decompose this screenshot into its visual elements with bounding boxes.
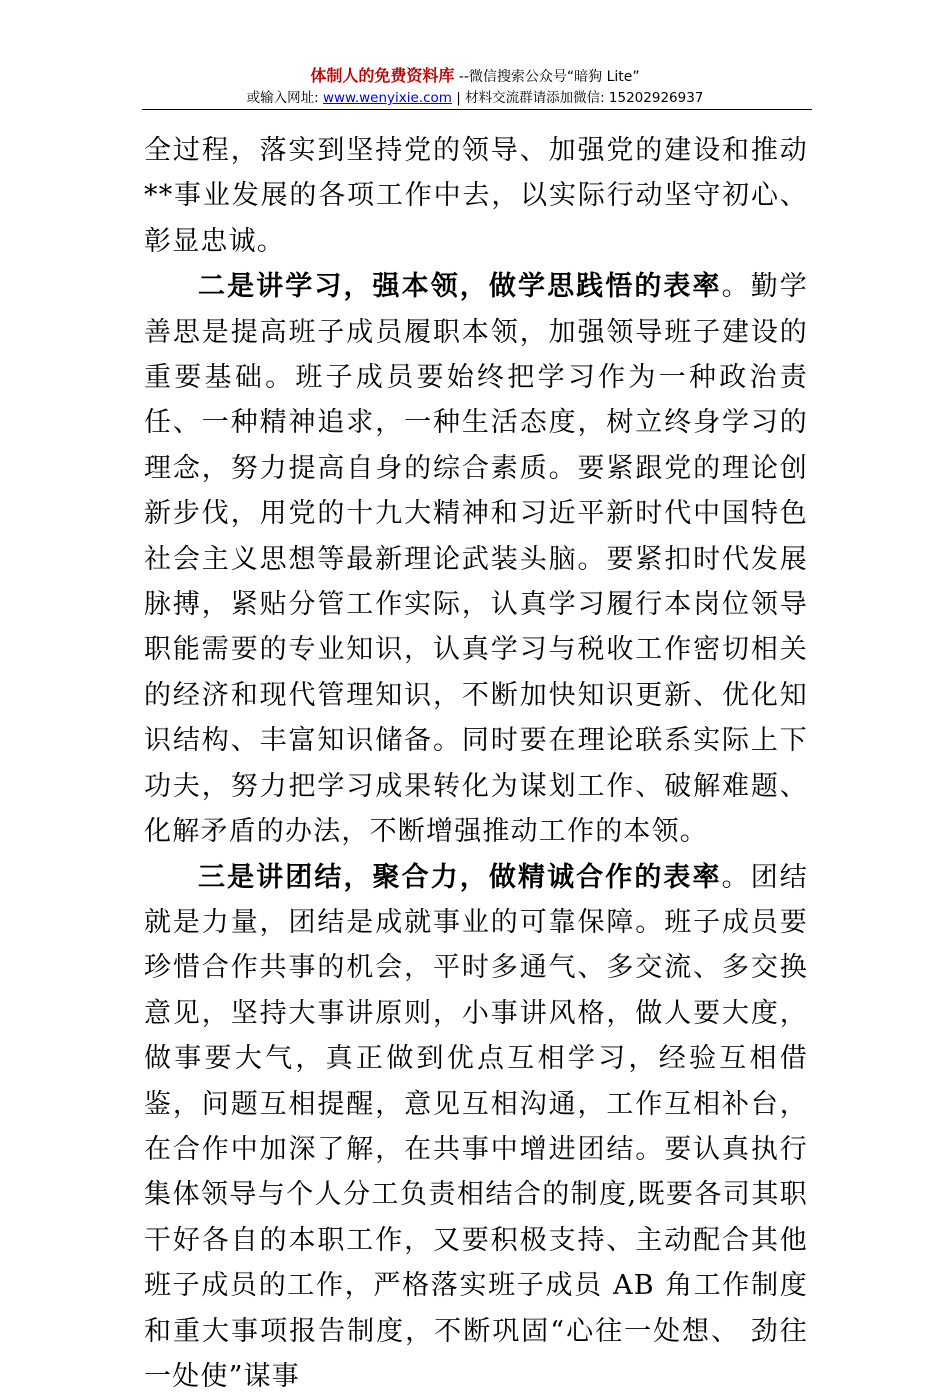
paragraph-3-body: 。团结就是力量，团结是成就事业的可靠保障。班子成员要珍惜合作共事的机会，平时多通气、多交流、多交换意见，坚持大事讲原则，小事讲风格，做人要大度，做事要大气，真正做到优点互相学习，经验互相借鉴，问题互相提醒，意见互相沟通，工作互相补台，在合作中加深了解，在共事中增进团结。要认真执行集体领导与个人分工负责相结合的制度,既要各司其职干好各自的本职工作，又要积极支持、主动配合其他班子成员的工作，严格落实班子成员 AB 角工作制度和重大事项报告制度，不断巩固“心往一处想、 劲往一处使”谋事 [144, 862, 808, 1392]
header-contact-line [0, 89, 950, 107]
header-url-prefix: 或输入网址: [247, 90, 323, 106]
document-body [144, 128, 808, 1399]
paragraph-2 [144, 264, 808, 854]
header-url-link[interactable]: www.wenyixie.com [323, 90, 452, 106]
header-brand: 体制人的免费资料库 [310, 66, 454, 85]
paragraph-3 [144, 855, 808, 1399]
header-contact: | 材料交流群请添加微信: 15202926937 [452, 90, 703, 106]
paragraph-1: 全过程，落实到坚持党的领导、加强党的建设和推动**事业发展的各项工作中去，以实际行动坚守初心、彰显忠诚。 [144, 128, 808, 264]
paragraph-2-heading: 二是讲学习，强本领，做学思践悟的表率 [198, 271, 722, 302]
paragraph-3-heading: 三是讲团结，聚合力，做精诚合作的表率 [198, 862, 722, 893]
page-header [0, 66, 950, 107]
header-title-line [0, 66, 950, 87]
paragraph-2-body: 。勤学善思是提高班子成员履职本领，加强领导班子建设的重要基础。班子成员要始终把学习作为一种政治责任、一种精神追求，一种生活态度，树立终身学习的理念，努力提高自身的综合素质。要紧跟党的理论创新步伐，用党的十九大精神和习近平新时代中国特色社会主义思想等最新理论武装头脑。要紧扣时代发展脉搏，紧贴分管工作实际，认真学习履行本岗位领导职能需要的专业知识，认真学习与税收工作密切相关的经济和现代管理知识，不断加快知识更新、优化知识结构、丰富知识储备。同时要在理论联系实际上下功夫，努力把学习成果转化为谋划工作、破解难题、化解矛盾的办法，不断增强推动工作的本领。 [144, 271, 808, 847]
header-slogan: --微信搜索公众号“暗狗 Lite” [454, 69, 639, 85]
header-divider [142, 109, 812, 110]
